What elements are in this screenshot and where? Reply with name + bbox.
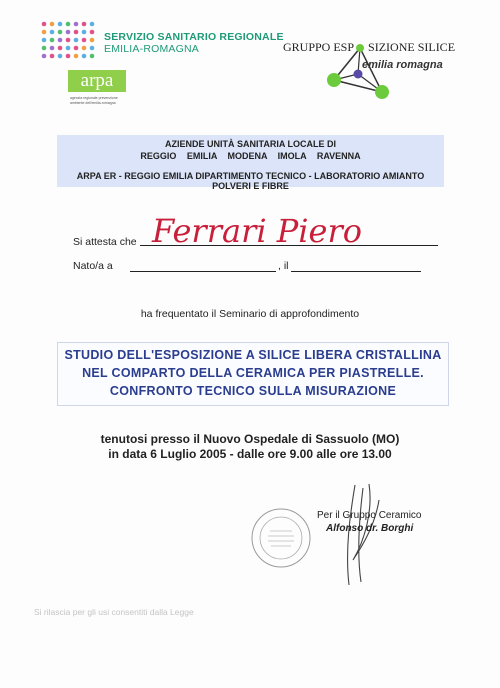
- logo-dot: [42, 22, 47, 27]
- footer-note: Si rilascia per gli usi consentiti dalla Legge: [34, 607, 194, 617]
- logo-dot: [58, 38, 63, 43]
- logo-dot: [58, 46, 63, 51]
- logo-dot: [90, 30, 95, 35]
- logo-dot: [58, 30, 63, 35]
- arpa-logo-subtext: agenzia regionale prevenzione ambiente dell'emilia-romagna: [70, 96, 118, 105]
- official-stamp: [250, 507, 312, 569]
- logo-dot: [74, 46, 79, 51]
- logo-dot: [66, 46, 71, 51]
- seminar-text: ha frequentato il Seminario di approfondimento: [140, 308, 360, 320]
- nato-label: Nato/a a: [73, 260, 113, 272]
- logo-dot: [66, 38, 71, 43]
- logo-dot: [74, 38, 79, 43]
- signature-name: Alfonso dr. Borghi: [326, 523, 414, 534]
- arpa-logo-text: arpa: [68, 70, 126, 92]
- signature-scribble: [335, 480, 385, 590]
- logo-dot: [50, 54, 55, 59]
- handwritten-name: [150, 190, 380, 250]
- attesta-label: Si attesta che: [73, 236, 137, 248]
- logo-dot: [82, 30, 87, 35]
- venue-line1: tenutosi presso il Nuovo Ospedale di Sassuolo (MO): [100, 432, 400, 446]
- logo-dot: [66, 30, 71, 35]
- logo-dot: [82, 54, 87, 59]
- logo-dot: [50, 30, 55, 35]
- gruppo-title-part1: GRUPPO ESP: [283, 40, 355, 54]
- logo-dot: [90, 38, 95, 43]
- banner-line2: REGGIO EMILIA MODENA IMOLA RAVENNA: [140, 151, 361, 161]
- logo-dot: [42, 38, 47, 43]
- logo-dot: [66, 22, 71, 27]
- ssr-subtitle: EMILIA-ROMAGNA: [104, 43, 199, 55]
- logo-dot: [50, 38, 55, 43]
- logo-dot: [90, 54, 95, 59]
- molecule-icon: [326, 44, 398, 102]
- logo-dot: [90, 46, 95, 51]
- il-label: , il: [278, 260, 289, 272]
- logo-dot: [42, 30, 47, 35]
- title-line3: CONFRONTO TECNICO SULLA MISURAZIONE: [109, 384, 397, 398]
- signature-role: Per il Gruppo Ceramico: [317, 510, 422, 521]
- title-line2: NEL COMPARTO DELLA CERAMICA PER PIASTRELLE.: [82, 366, 424, 380]
- birthplace-line: [130, 271, 276, 272]
- logo-dot: [66, 54, 71, 59]
- logo-dot: [74, 30, 79, 35]
- logo-dot: [74, 54, 79, 59]
- banner-line1: AZIENDE UNITÀ SANITARIA LOCALE DI: [165, 139, 336, 149]
- logo-dot: [82, 46, 87, 51]
- logo-dot: [82, 38, 87, 43]
- logo-dot: [58, 54, 63, 59]
- logo-dot: [74, 22, 79, 27]
- arpa-logo: [68, 70, 130, 112]
- handwritten-name-text: Ferrari Piero: [152, 212, 363, 250]
- venue-line2: in data 6 Luglio 2005 - dalle ore 9.00 alle ore 13.00: [108, 447, 392, 461]
- banner-line3: ARPA ER - REGGIO EMILIA DIPARTIMENTO TECNICO - LABORATORIO AMIANTO POLVERI E FIBRE: [76, 171, 425, 191]
- emilia-romagna-label: emilia romagna: [362, 59, 443, 71]
- logo-dot: [50, 46, 55, 51]
- logo-dot: [42, 46, 47, 51]
- logo-dot: [50, 22, 55, 27]
- title-line1: STUDIO DELL'ESPOSIZIONE A SILICE LIBERA CRISTALLINA: [64, 348, 442, 362]
- logo-dot: [58, 22, 63, 27]
- ssr-title: SERVIZIO SANITARIO REGIONALE: [104, 31, 284, 43]
- logo-dot: [42, 54, 47, 59]
- logo-dot: [82, 22, 87, 27]
- logo-dot: [90, 22, 95, 27]
- birthdate-line: [291, 271, 421, 272]
- gruppo-title-part2: SIZIONE SILICE: [368, 40, 456, 54]
- ssr-dots-logo: [40, 20, 96, 60]
